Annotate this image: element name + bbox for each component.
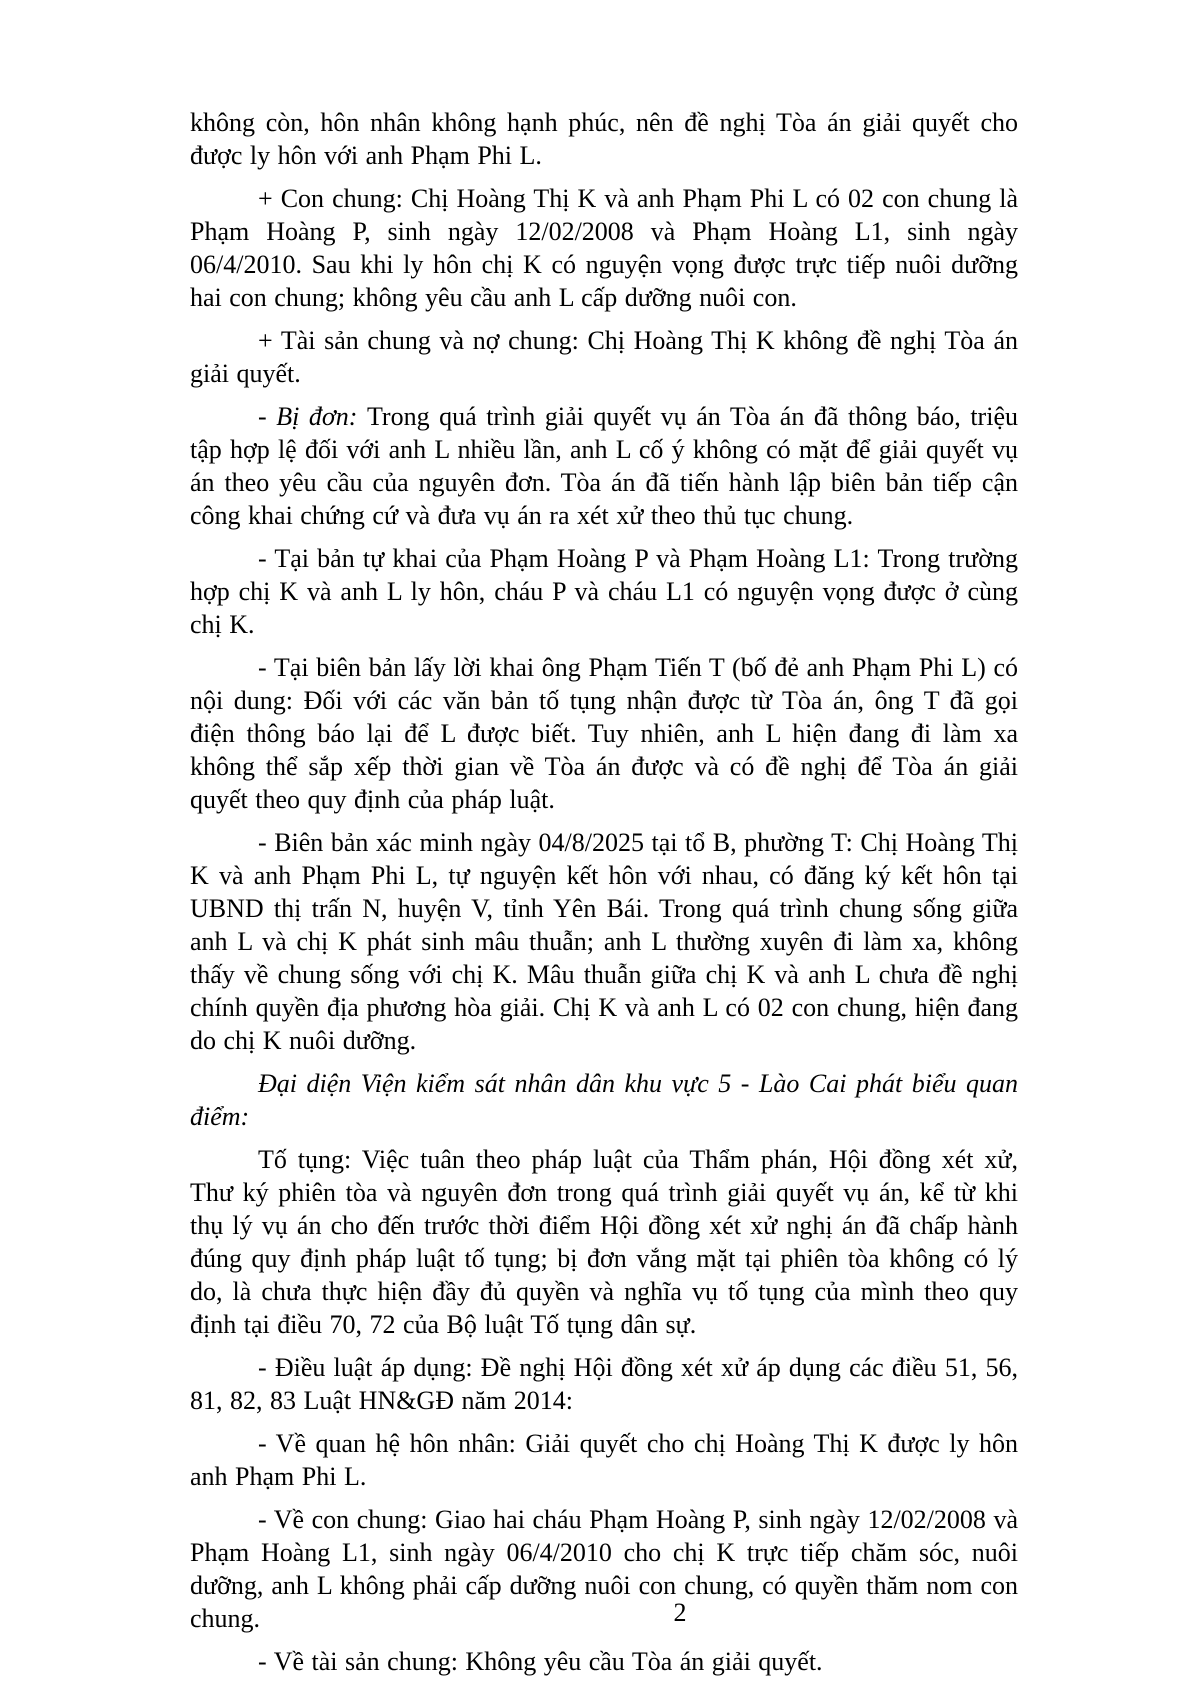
para-bi-don-body: Trong quá trình giải quyết vụ án Tòa án đã thông báo, triệu tập hợp lệ đối với anh L nhiều lần, anh L cố ý không có mặt để giải quyết vụ án theo yêu cầu của nguyên đơn. Tòa án đã tiến hành lập biên bản tiếp cận công khai chứng cứ và đưa vụ án ra xét xử theo thủ tục chung. (190, 402, 1018, 530)
para-con-chung: + Con chung: Chị Hoàng Thị K và anh Phạm Phi L có 02 con chung là Phạm Hoàng P, sinh ngày 12/02/2008 và Phạm Hoàng L1, sinh ngày 06/4/2010. Sau khi ly hôn chị K có nguyện vọng được trực tiếp nuôi dưỡng hai con chung; không yêu cầu anh L cấp dưỡng nuôi con. (190, 184, 1018, 312)
para-dieu-luat-ap-dung: - Điều luật áp dụng: Đề nghị Hội đồng xét xử áp dụng các điều 51, 56, 81, 82, 83 Luật HN&GĐ năm 2014: (190, 1353, 1018, 1415)
para-to-tung: Tố tụng: Việc tuân theo pháp luật của Thẩm phán, Hội đồng xét xử, Thư ký phiên tòa và nguyên đơn trong quá trình giải quyết vụ án, kể từ khi thụ lý vụ án cho đến trước thời điểm Hội đồng xét xử nghị án đã chấp hành đúng quy định pháp luật tố tụng; bị đơn vắng mặt tại phiên tòa không có lý do, là chưa thực hiện đầy đủ quyền và nghĩa vụ tố tụng của mình theo quy định tại điều 70, 72 của Bộ luật Tố tụng dân sự. (190, 1145, 1018, 1339)
para-bien-ban-xac-minh: - Biên bản xác minh ngày 04/8/2025 tại tổ B, phường T: Chị Hoàng Thị K và anh Phạm Phi L, tự nguyện kết hôn với nhau, có đăng ký kết hôn tại UBND thị trấn N, huyện V, tỉnh Yên Bái. Trong quá trình chung sống giữa anh L và chị K phát sinh mâu thuẫn; anh L thường xuyên đi làm xa, không thấy về chung sống với chị K. Mâu thuẫn giữa chị K và anh L chưa đề nghị chính quyền địa phương hòa giải. Chị K và anh L có 02 con chung, hiện đang do chị K nuôi dưỡng. (190, 828, 1018, 1055)
para-vks-quan-diem: Đại diện Viện kiểm sát nhân dân khu vực 5 - Lào Cai phát biểu quan điểm: (190, 1069, 1018, 1131)
para-bi-don (190, 400, 1018, 532)
para-continuation: không còn, hôn nhân không hạnh phúc, nên đề nghị Tòa án giải quyết cho được ly hôn với anh Phạm Phi L. (190, 108, 1018, 170)
para-ve-tai-san-chung: - Về tài sản chung: Không yêu cầu Tòa án giải quyết. (258, 1647, 823, 1676)
para-loi-khai-ong-t: - Tại biên bản lấy lời khai ông Phạm Tiến T (bố đẻ anh Phạm Phi L) có nội dung: Đối với các văn bản tố tụng nhận được từ Tòa án, ông T đã gọi điện thông báo lại để L được biết. Tuy nhiên, anh L hiện đang đi làm xa không thể sắp xếp thời gian về Tòa án được và có đề nghị để Tòa án giải quyết theo quy định của pháp luật. (190, 653, 1018, 814)
para-tai-san-no-chung: + Tài sản chung và nợ chung: Chị Hoàng Thị K không đề nghị Tòa án giải quyết. (190, 326, 1018, 388)
document-body (190, 106, 1018, 1688)
para-quan-he-hon-nhan: - Về quan hệ hôn nhân: Giải quyết cho chị Hoàng Thị K được ly hôn anh Phạm Phi L. (190, 1429, 1018, 1491)
para-ve-con-chung: - Về con chung: Giao hai cháu Phạm Hoàng P, sinh ngày 12/02/2008 và Phạm Hoàng L1, sinh ngày 06/4/2010 cho chị K trực tiếp chăm sóc, nuôi dưỡng, anh L không phải cấp dưỡng nuôi con chung, có quyền thăm nom con chung. (190, 1505, 1018, 1633)
page-number: 2 (673, 1598, 687, 1627)
para-ban-tu-khai: - Tại bản tự khai của Phạm Hoàng P và Phạm Hoàng L1: Trong trường hợp chị K và anh L ly hôn, cháu P và cháu L1 có nguyện vọng được ở cùng chị K. (190, 544, 1018, 639)
para-bi-don-lead: - Bị đơn: (258, 402, 367, 431)
